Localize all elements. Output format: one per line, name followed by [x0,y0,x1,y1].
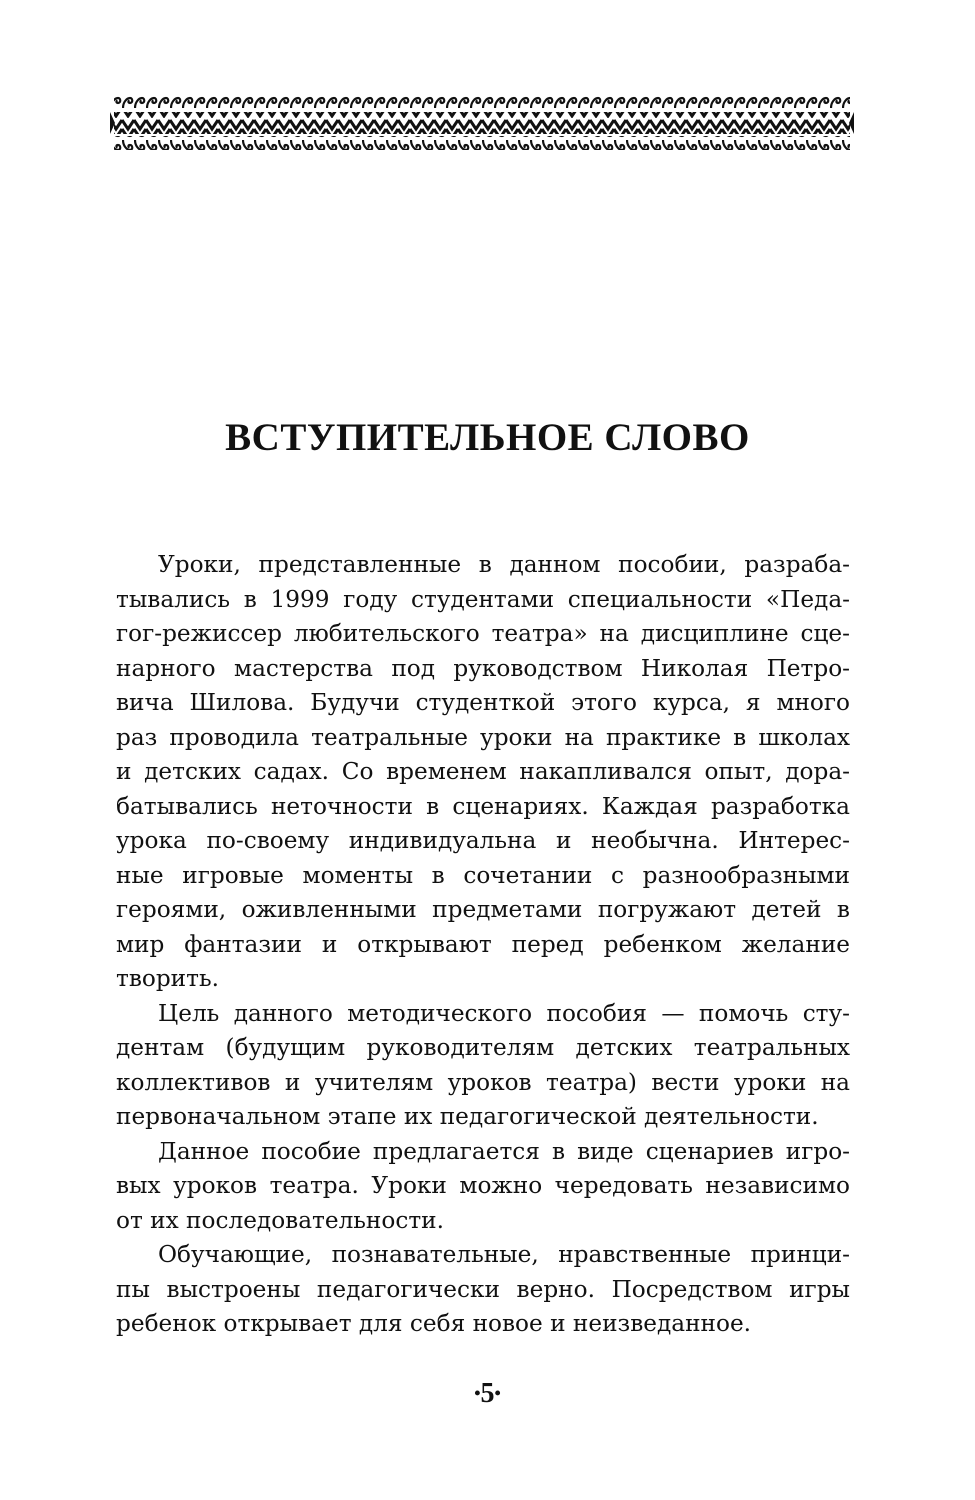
text-line: батывались неточности в сценариях. Каждая разработка [116,792,850,820]
paragraph [116,1238,850,1342]
text-line: вых уроков театра. Уроки можно чередовать независимо [116,1172,850,1199]
text-line: мир фантазии и открывают перед ребенком желание [116,930,850,958]
paragraph [116,548,850,997]
page-title: ВСТУПИТЕЛЬНОЕ СЛОВО [225,416,750,459]
text-line: пы выстроены педагогически верно. Посредством игры [116,1275,850,1303]
text-line: коллективов и учителям уроков театра) вести уроки на [116,1068,850,1096]
text-line: от их последовательности. [116,1206,444,1234]
text-line: ные игровые моменты в сочетании с разнообразными [116,861,850,889]
text-line: Уроки, представленные в данном пособии, разраба- [158,551,850,578]
page-number [0,1380,975,1408]
text-line: тывались в 1999 году студентами специальности «Педа- [116,585,850,613]
bullet-icon: • [494,1382,501,1403]
body-text [116,548,850,1342]
text-line: и детских садах. Со временем накапливался опыт, дора- [116,758,850,785]
text-line: Цель данного методического пособия — помочь сту- [158,999,850,1027]
paragraph [116,997,850,1135]
text-line: вича Шилова. Будучи студенткой этого курса, я много [116,689,850,716]
text-line: нарного мастерства под руководством Николая Петро- [116,654,850,682]
text-line: урока по-своему индивидуальна и необычна. Интерес- [116,827,850,854]
text-line: гог-режиссер любительского театра» на дисциплине сце- [116,620,850,647]
text-line: первоначальном этапе их педагогической деятельности. [116,1103,819,1130]
text-line: героями, оживленными предметами погружают детей в [116,896,850,923]
bullet-icon: • [474,1382,481,1403]
text-line: раз проводила театральные уроки на практике в школах [116,723,850,751]
text-line: творить. [116,965,219,992]
page-number-value: 5 [480,1378,495,1409]
text-line: Данное пособие предлагается в виде сценариев игро- [158,1137,850,1165]
text-line: ребенок открывает для себя новое и неизведанное. [116,1310,752,1337]
paragraph [116,1135,850,1239]
text-line: дентам (будущим руководителям детских театральных [116,1034,850,1061]
text-line: Обучающие, познавательные, нравственные принци- [158,1241,850,1268]
greek-wave-border-icon [110,96,854,152]
